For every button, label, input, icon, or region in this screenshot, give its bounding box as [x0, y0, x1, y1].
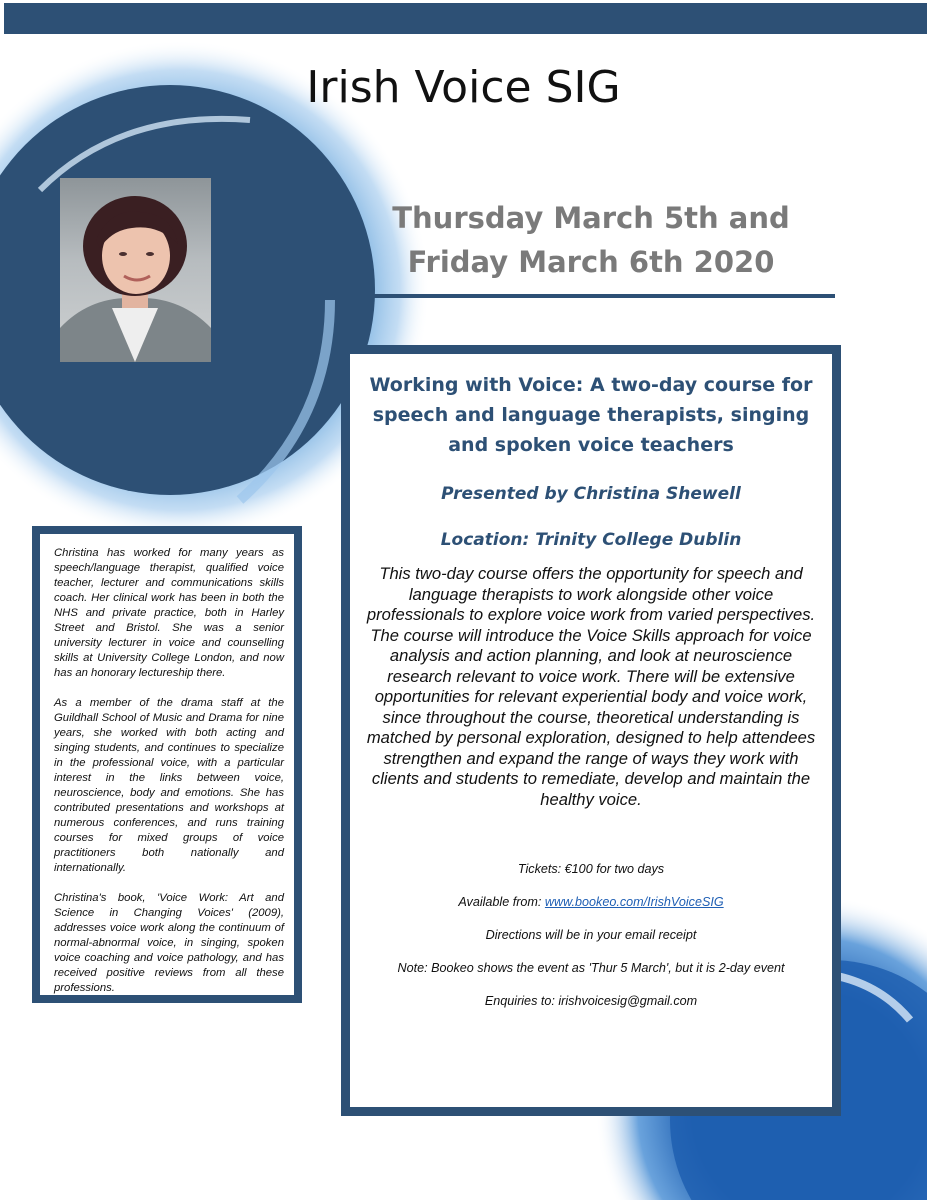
date-line-2: Friday March 6th 2020	[407, 245, 775, 279]
bio-paragraph: As a member of the drama staff at the Guildhall School of Music and Drama for nine years, she worked with both acting and singing students, and continues to specialize in the professional voice, with a particular interest in the links between voice, neuroscience, body and emotions. She has contributed presentations and workshops at numerous conferences, and runs training courses for mixed groups of voice practitioners both nationally and internationally.	[54, 697, 284, 874]
date-line-1: Thursday March 5th and	[392, 201, 790, 235]
bio-paragraph: Christina's book, 'Voice Work: Art and Science in Changing Voices' (2009), addresses voice work along the continuum of normal-abnormal voice, in singing, spoken voice coaching and voice pathology, and has received positive reviews from all these professions.	[54, 892, 284, 994]
location-line: Location: Trinity College Dublin	[440, 530, 742, 550]
presenter-photo	[60, 178, 211, 362]
date-divider	[347, 294, 835, 298]
event-dates	[348, 196, 834, 284]
course-panel	[341, 345, 841, 1116]
note-line: Note: Bookeo shows the event as 'Thur 5 March', but it is 2-day event	[397, 961, 785, 975]
tickets-line: Tickets: €100 for two days	[517, 862, 665, 876]
bio-text	[40, 534, 294, 995]
course-title: Working with Voice: A two-day course for speech and language therapists, singing and spoken voice teachers	[369, 374, 813, 456]
top-header-band	[4, 3, 927, 34]
bookeo-link[interactable]: www.bookeo.com/IrishVoiceSIG	[544, 895, 724, 909]
course-description: This two-day course offers the opportunity for speech and language therapists to work alongside other voice professionals to explore voice work from varied perspectives. The course will introduce the Voice Skills approach for voice analysis and action planning, and look at neuroscience research relevant to voice work. There will be extensive opportunities for relevant experiential body and voice work, since throughout the course, theoretical understanding is matched by personal exploration, designed to help attendees strengthen and expand the range of ways they work with clients and students to remediate, develop and maintain the healthy voice.	[366, 564, 816, 809]
portrait-photo-icon	[60, 178, 211, 362]
enquiries-line: Enquiries to: irishvoicesig@gmail.com	[484, 994, 698, 1008]
presenter-line: Presented by Christina Shewell	[441, 484, 741, 504]
page-title: Irish Voice SIG	[306, 62, 621, 113]
directions-line: Directions will be in your email receipt	[485, 928, 697, 942]
bio-panel	[32, 526, 302, 1003]
available-label: Available from:	[458, 895, 545, 909]
bio-paragraph: Christina has worked for many years as speech/language therapist, qualified voice teacher, lecturer and communications skills coach. Her clinical work has been in both the NHS and private practice, both in Harley Street and Bristol. She was a senior university lecturer in voice and counselling skills at University College London, and now has an honorary lectureship there.	[54, 547, 284, 679]
course-panel-content	[350, 354, 832, 1107]
available-line	[364, 895, 818, 909]
